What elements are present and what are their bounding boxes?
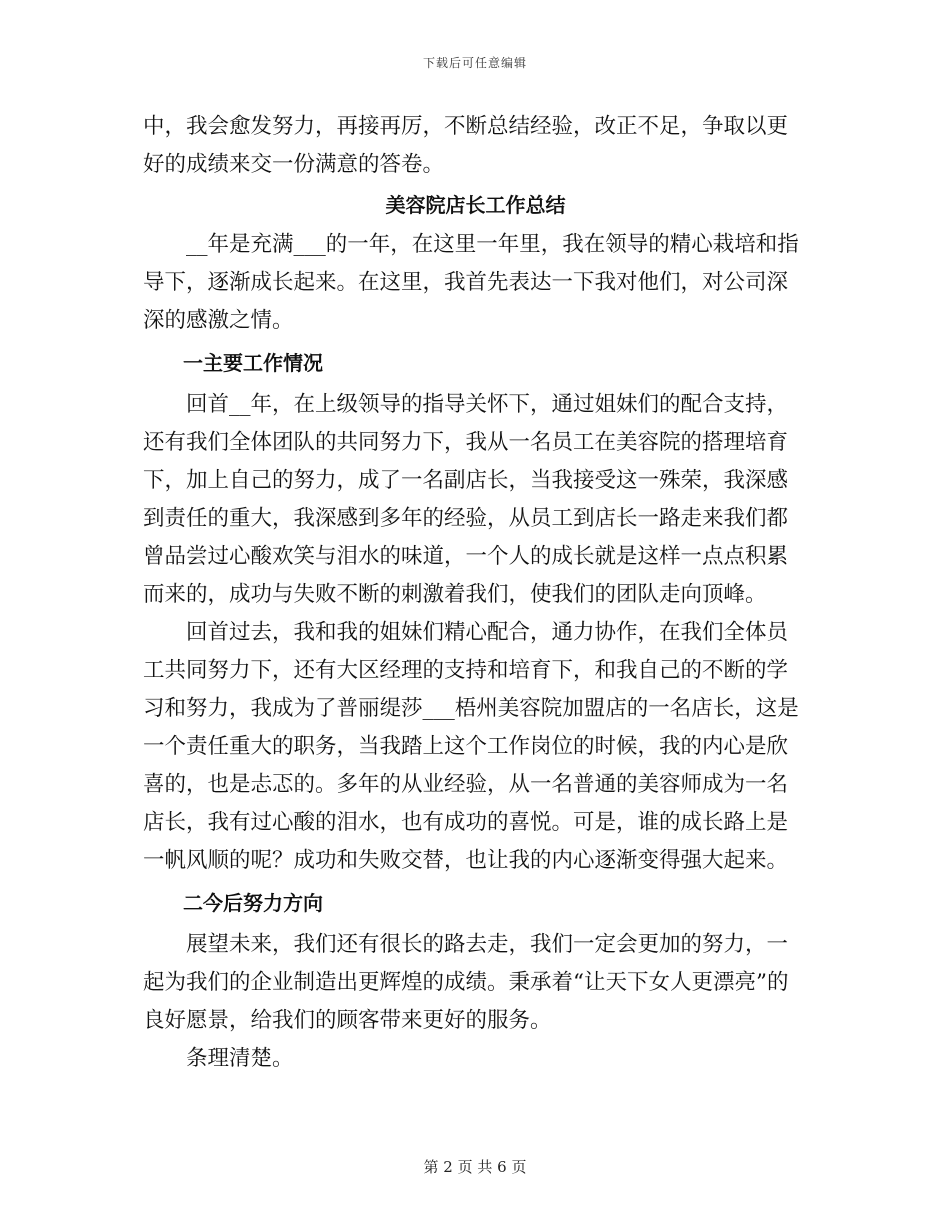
document-title: 美容院店长工作总结 [385, 193, 566, 217]
paragraph-3: 回首过去，我和我的姐妹们精心配合，通力协作，在我们全体员工共同努力下，还有大区经理的支持和培育下，和我自己的不断的学习和努力，我成为了普丽缇莎___梧州美容院加盟店的一名店长，这是一个责任重大的职务，当我踏上这个工作岗位的时候，我的内心是欣喜的，也是忐忑的。多年的从业经验，从一名普通的美容师成为一名店长，我有过心酸的泪水，也有成功的喜悦。可是，谁的成长路上是一帆风顺的呢？成功和失败交替，也让我的内心逐渐变得强大起来。 [143, 620, 799, 873]
paragraph-2: 回首__年，在上级领导的指导关怀下，通过姐妹们的配合支持，还有我们全体团队的共同努力下，我从一名员工在美容院的搭理培育下，加上自己的努力，成了一名副店长，当我接受这一殊荣，我深感到责任的重大，我深感到多年的经验，从员工到店长一路走来我们都曾品尝过心酸欢笑与泪水的味道，一个人的成长就是这样一点点积累而来的，成功与失败不断的刺激着我们，使我们的团队走向顶峰。 [143, 392, 789, 607]
section-heading-2: 二今后努力方向 [183, 891, 323, 915]
page-footer: 第 2 页 共 6 页 [423, 1158, 527, 1176]
document-body [143, 108, 808, 1078]
section-heading-1: 一主要工作情况 [183, 351, 323, 375]
paragraph-5: 条理清楚。 [186, 1046, 294, 1071]
paragraph-1: __年是充满___的一年，在这里一年里，我在领导的精心栽培和指导下，逐渐成长起来。在这里，我首先表达一下我对他们，对公司深深的感激之情。 [143, 232, 799, 333]
paragraph-4: 展望未来，我们还有很长的路去走，我们一定会更加的努力，一起为我们的企业制造出更辉煌的成绩。秉承着“让天下女人更漂亮”的良好愿景，给我们的顾客带来更好的服务。 [143, 932, 789, 1033]
intro-paragraph: 中，我会愈发努力，再接再厉，不断总结经验，改正不足，争取以更好的成绩来交一份满意的答卷。 [143, 114, 789, 177]
page-header: 下载后可任意编辑 [422, 56, 527, 70]
